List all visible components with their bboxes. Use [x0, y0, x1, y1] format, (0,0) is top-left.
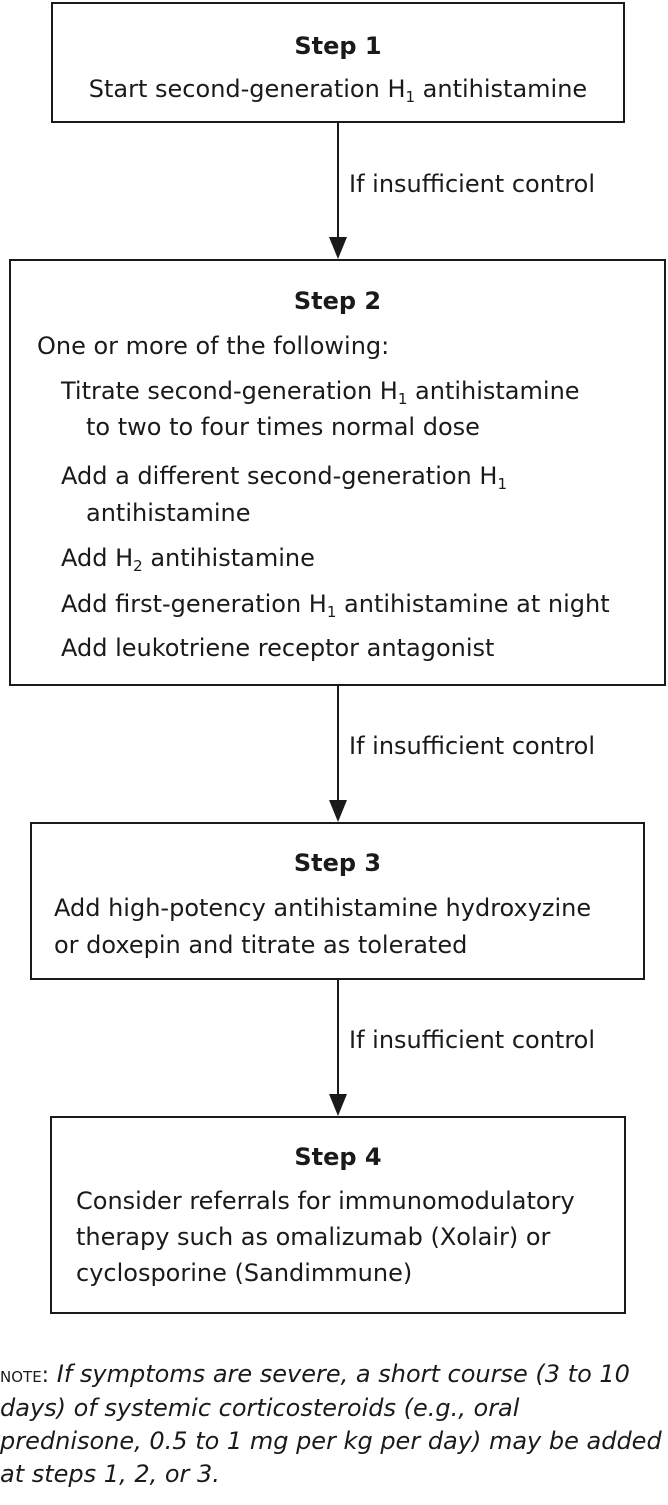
step-1-title: Step 1 [294, 32, 382, 60]
footnote-label: note: [0, 1363, 50, 1388]
step-2-item-4-suffix: antihistamine at night [336, 590, 610, 618]
step-1-box [51, 2, 625, 123]
step-3-title: Step 3 [293, 849, 382, 877]
step-2-item-3-prefix: Add H [61, 544, 134, 572]
step-4-line-1: Consider referrals for immunomodulatory [76, 1187, 575, 1215]
footnote-body: If symptoms are severe, a short course (3 to 10 days) of systemic corticosteroids (e.g., oral prednisone, 0.5 to 1 mg per kg per day) may be added at steps 1, 2, or 3. [0, 1360, 662, 1488]
step-1-text-sub: 1 [405, 88, 416, 106]
step-2-item-2-prefix: Add a different second-generation H [61, 462, 498, 490]
step-3-line-2: or doxepin and titrate as tolerated [54, 931, 468, 959]
step-2-title: Step 2 [293, 287, 382, 315]
footnote [0, 1358, 666, 1491]
step-2-box [9, 259, 666, 686]
step-4-box [50, 1116, 626, 1314]
step-1-text [53, 74, 623, 104]
arrow-1-head [329, 237, 347, 259]
step-2-item-4 [61, 589, 610, 619]
step-2-intro: One or more of the following: [37, 332, 390, 360]
step-4-line-3: cyclosporine (Sandimmune) [76, 1259, 413, 1287]
step-2-item-2-continuation: antihistamine [86, 499, 251, 527]
step-3-line-1: Add high-potency antihistamine hydroxyzine [54, 894, 592, 922]
arrow-2-shaft [337, 686, 339, 800]
step-2-item-1-sub: 1 [397, 390, 408, 408]
step-2-item-1 [61, 376, 580, 406]
step-1-text-prefix: Start second-generation H [88, 75, 406, 103]
step-2-item-2 [61, 461, 507, 491]
step-2-item-4-sub: 1 [326, 603, 337, 621]
step-2-item-3-suffix: antihistamine [142, 544, 315, 572]
step-2-item-3 [61, 543, 315, 573]
step-2-item-1-suffix: antihistamine [407, 377, 580, 405]
arrow-3-head [329, 1094, 347, 1116]
arrow-2-label: If insufficient control [349, 732, 596, 760]
step-2-item-4-prefix: Add first-generation H [61, 590, 327, 618]
step-4-title: Step 4 [294, 1143, 382, 1171]
arrow-2-head [329, 800, 347, 822]
step-2-item-1-prefix: Titrate second-generation H [61, 377, 398, 405]
step-4-line-2: therapy such as omalizumab (Xolair) or [76, 1223, 551, 1251]
arrow-3-shaft [337, 980, 339, 1094]
arrow-1-shaft [337, 123, 339, 237]
arrow-3-label: If insufficient control [349, 1026, 596, 1054]
step-2-item-1-continuation: to two to four times normal dose [86, 413, 480, 441]
step-2-item-2-sub: 1 [497, 475, 507, 493]
step-1-text-suffix: antihistamine [415, 75, 588, 103]
step-2-item-3-sub: 2 [133, 557, 143, 575]
arrow-1-label: If insufficient control [349, 170, 596, 198]
step-3-box [30, 822, 645, 980]
step-2-item-5: Add leukotriene receptor antagonist [61, 634, 495, 662]
